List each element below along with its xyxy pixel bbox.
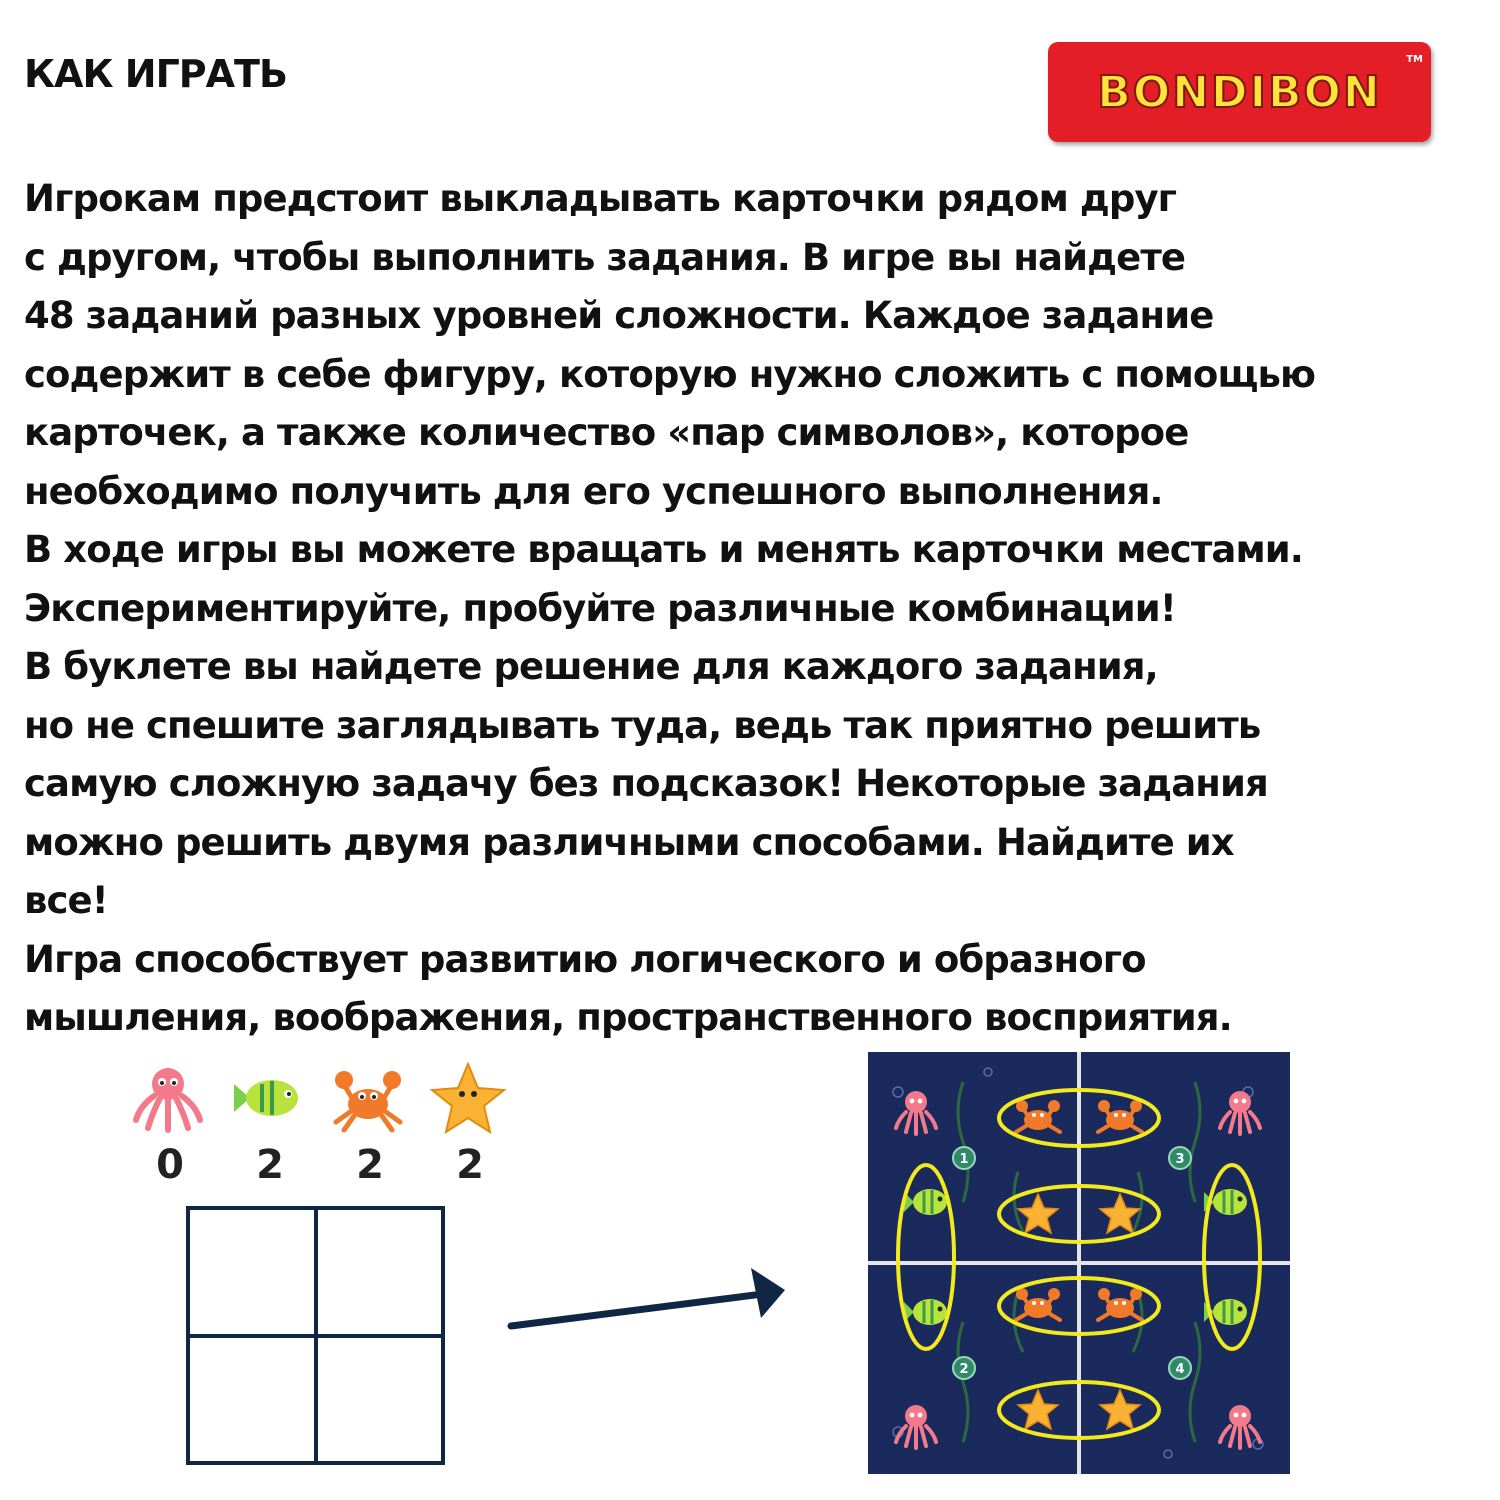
fish-icon bbox=[228, 1062, 308, 1134]
instruction-line: самую сложную задачу без подсказок! Некоторые задания bbox=[24, 762, 1268, 805]
instruction-line: Игра способствует развитию логического и образного bbox=[24, 937, 1146, 981]
empty-grid-2x2 bbox=[186, 1206, 445, 1465]
instruction-line: но не спешите заглядывать туда, ведь так приятно решить bbox=[24, 703, 1261, 747]
symbol-legend bbox=[128, 1062, 518, 1192]
card-number: 3 bbox=[1175, 1152, 1185, 1167]
starfish-count: 2 bbox=[456, 1142, 484, 1188]
card-number: 1 bbox=[959, 1152, 969, 1167]
card-number: 4 bbox=[1175, 1362, 1185, 1377]
card-number: 2 bbox=[959, 1362, 969, 1377]
instruction-line: мышления, воображения, пространственного восприятия. bbox=[24, 996, 1232, 1039]
instructions-text bbox=[24, 170, 1494, 1048]
logo-text: BONDIBON bbox=[1097, 66, 1382, 118]
page-title: КАК ИГРАТЬ bbox=[24, 52, 287, 96]
octopus-count: 0 bbox=[156, 1142, 184, 1188]
instruction-line: В буклете вы найдете решение для каждого задания, bbox=[24, 645, 1158, 688]
instruction-line: карточек, а также количество «пар символов», которое bbox=[24, 411, 1189, 454]
instruction-line: с другом, чтобы выполнить задания. В игре вы найдете bbox=[24, 235, 1186, 279]
instruction-line: В ходе игры вы можете вращать и менять карточки местами. bbox=[24, 528, 1303, 571]
crab-count: 2 bbox=[356, 1142, 384, 1188]
instruction-line: Игрокам предстоит выкладывать карточки рядом друг bbox=[24, 177, 1177, 220]
bondibon-logo bbox=[1048, 42, 1431, 142]
solved-board bbox=[868, 1052, 1290, 1474]
instruction-line: Экспериментируйте, пробуйте различные комбинации! bbox=[24, 586, 1176, 630]
starfish-icon bbox=[428, 1062, 508, 1134]
instruction-line: 48 заданий разных уровней сложности. Каждое задание bbox=[24, 294, 1214, 337]
octopus-icon bbox=[128, 1062, 208, 1134]
instruction-line: содержит в себе фигуру, которую нужно сложить с помощью bbox=[24, 352, 1316, 396]
crab-icon bbox=[328, 1062, 408, 1134]
instruction-line: все! bbox=[24, 879, 108, 922]
logo-trademark: TM bbox=[1406, 54, 1423, 65]
grid-divider bbox=[190, 1334, 441, 1338]
instruction-line: можно решить двумя различными способами. Найдите их bbox=[24, 820, 1234, 864]
arrow-right-icon bbox=[505, 1260, 795, 1350]
instruction-line: необходимо получить для его успешного выполнения. bbox=[24, 469, 1163, 513]
fish-count: 2 bbox=[256, 1142, 284, 1188]
